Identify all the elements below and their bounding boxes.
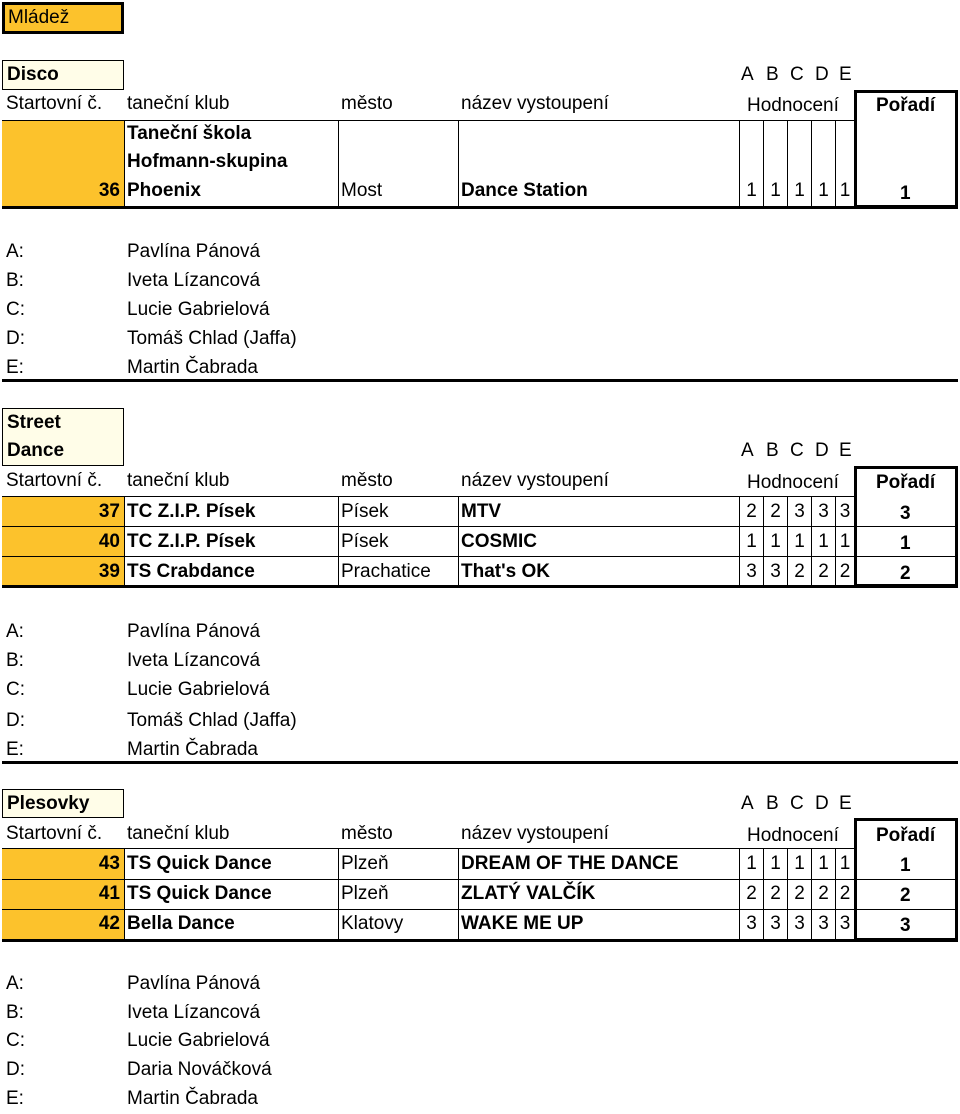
rank-value: 2: [900, 885, 911, 906]
score: 1: [770, 531, 781, 552]
header-city: město: [341, 823, 393, 844]
judge-letter: B: [766, 793, 779, 814]
header-rank: Pořadí: [876, 825, 936, 846]
header-city: město: [341, 470, 393, 491]
performance-name: DREAM OF THE DANCE: [461, 853, 679, 874]
header-city: město: [341, 93, 393, 114]
score: 2: [839, 883, 851, 904]
judge-label: A:: [6, 621, 24, 642]
score: 2: [794, 561, 805, 582]
score: 1: [839, 531, 851, 552]
judge-name: Lucie Gabrielová: [127, 679, 270, 700]
club-name: TC Z.I.P. Písek: [127, 501, 256, 522]
club-name: Taneční škola: [127, 123, 252, 144]
judge-label: A:: [6, 241, 24, 262]
performance-name: COSMIC: [461, 531, 537, 552]
judge-label: E:: [6, 1088, 24, 1109]
score: 3: [770, 913, 781, 934]
score: 1: [746, 853, 757, 874]
judge-name: Iveta Lízancová: [127, 650, 261, 671]
section-title-street-dance: Street: [7, 412, 61, 433]
judge-label: B:: [6, 1002, 24, 1023]
club-name: TS Quick Dance: [127, 853, 272, 874]
score: 1: [839, 853, 851, 874]
score: 1: [818, 531, 829, 552]
city: Plzeň: [341, 853, 389, 874]
judge-name: Martin Čabrada: [127, 739, 258, 760]
judge-label: C:: [6, 1030, 25, 1051]
score: 3: [839, 501, 851, 522]
divider: [458, 496, 459, 587]
score: 1: [746, 180, 757, 201]
header-performance: název vystoupení: [461, 823, 609, 844]
judge-name: Daria Nováčková: [127, 1059, 272, 1080]
header-rank: Pořadí: [876, 472, 936, 493]
city: Most: [341, 180, 383, 201]
performance-name: ZLATÝ VALČÍK: [461, 883, 596, 904]
score: 2: [794, 883, 805, 904]
divider: [854, 526, 958, 527]
city: Plzeň: [341, 883, 389, 904]
divider: [2, 879, 854, 880]
score: 3: [746, 561, 757, 582]
divider: [2, 848, 854, 849]
judge-name: Iveta Lízancová: [127, 1002, 261, 1023]
score: 3: [818, 501, 829, 522]
start-number: 42: [98, 913, 120, 934]
judge-label: C:: [6, 299, 25, 320]
section-title-plesovky: Plesovky: [7, 793, 90, 814]
judge-label: C:: [6, 679, 25, 700]
rank-value: 2: [900, 563, 911, 584]
judge-label: D:: [6, 1059, 25, 1080]
score: 3: [794, 501, 805, 522]
judge-name: Martin Čabrada: [127, 357, 258, 378]
judge-label: D:: [6, 328, 25, 349]
score: 3: [818, 913, 829, 934]
divider: [2, 556, 854, 557]
category-title: Mládež: [8, 7, 70, 28]
judge-letter: A: [741, 64, 754, 85]
club-name: TS Quick Dance: [127, 883, 272, 904]
score: 2: [818, 883, 829, 904]
rank-value: 1: [900, 183, 911, 204]
judge-letter: A: [741, 793, 754, 814]
rank-value: 3: [900, 915, 911, 936]
header-rating: Hodnocení: [747, 825, 839, 846]
start-number: 41: [98, 883, 120, 904]
judge-label: E:: [6, 739, 24, 760]
city: Písek: [341, 501, 389, 522]
judge-letter: C: [790, 793, 804, 814]
club-name: Bella Dance: [127, 913, 235, 934]
divider: [2, 206, 958, 209]
judge-letter: D: [815, 64, 829, 85]
header-start-no: Startovní č.: [6, 93, 103, 114]
performance-name: WAKE ME UP: [461, 913, 584, 934]
start-number: 43: [98, 853, 120, 874]
score: 2: [818, 561, 829, 582]
performance-name: That's OK: [461, 561, 550, 582]
score: 3: [746, 913, 757, 934]
divider: [854, 879, 958, 880]
judge-name: Pavlína Pánová: [127, 973, 261, 994]
divider: [2, 585, 958, 588]
divider: [2, 120, 854, 121]
score: 1: [818, 853, 829, 874]
divider: [854, 556, 958, 557]
start-number: 36: [98, 180, 120, 201]
judge-letter: B: [766, 440, 779, 461]
judge-label: A:: [6, 973, 24, 994]
score: 3: [770, 561, 781, 582]
judge-letter: C: [790, 440, 804, 461]
club-name: TS Crabdance: [127, 561, 255, 582]
divider: [124, 496, 125, 587]
divider: [854, 909, 958, 910]
judge-name: Pavlína Pánová: [127, 621, 261, 642]
section-separator: [2, 761, 958, 764]
score: 1: [794, 853, 805, 874]
score: 1: [839, 180, 851, 201]
section-title-disco: Disco: [7, 64, 59, 85]
header-rating: Hodnocení: [747, 95, 839, 116]
header-performance: název vystoupení: [461, 470, 609, 491]
score: 1: [746, 531, 757, 552]
header-club: taneční klub: [127, 93, 230, 114]
judge-letter: A: [741, 440, 754, 461]
divider: [124, 848, 125, 941]
divider: [338, 120, 339, 208]
performance-name: MTV: [461, 501, 502, 522]
city: Klatovy: [341, 913, 404, 934]
judge-letter: E: [839, 64, 852, 85]
score: 2: [770, 501, 781, 522]
judge-name: Iveta Lízancová: [127, 270, 261, 291]
divider: [124, 120, 125, 208]
divider: [2, 909, 854, 910]
start-number: 37: [98, 501, 120, 522]
divider: [2, 496, 854, 497]
start-number: 39: [98, 561, 120, 582]
club-name: TC Z.I.P. Písek: [127, 531, 256, 552]
divider: [2, 526, 854, 527]
club-name: Hofmann-skupina: [127, 151, 288, 172]
header-club: taneční klub: [127, 470, 230, 491]
judge-label: E:: [6, 357, 24, 378]
judge-name: Lucie Gabrielová: [127, 1030, 270, 1051]
performance-name: Dance Station: [461, 180, 588, 201]
header-rating: Hodnocení: [747, 472, 839, 493]
judge-letter: E: [839, 793, 852, 814]
section-title-street-dance: Dance: [7, 440, 65, 461]
judge-label: B:: [6, 650, 24, 671]
judge-name: Lucie Gabrielová: [127, 299, 270, 320]
city: Písek: [341, 531, 389, 552]
rank-value: 3: [900, 503, 911, 524]
judge-label: B:: [6, 270, 24, 291]
club-name: Phoenix: [127, 180, 201, 201]
header-club: taneční klub: [127, 823, 230, 844]
divider: [338, 848, 339, 941]
score: 2: [746, 883, 757, 904]
header-start-no: Startovní č.: [6, 470, 103, 491]
score: 1: [794, 180, 805, 201]
score: 3: [794, 913, 805, 934]
score: 3: [839, 913, 851, 934]
header-performance: název vystoupení: [461, 93, 609, 114]
score: 1: [770, 180, 781, 201]
score: 2: [839, 561, 851, 582]
judge-letter: D: [815, 440, 829, 461]
judge-letter: B: [766, 64, 779, 85]
judge-name: Tomáš Chlad (Jaffa): [127, 328, 297, 349]
divider: [2, 939, 958, 942]
judge-name: Martin Čabrada: [127, 1088, 258, 1109]
start-number: 40: [98, 531, 120, 552]
judge-letter: E: [839, 440, 852, 461]
judge-name: Tomáš Chlad (Jaffa): [127, 710, 297, 731]
judge-label: D:: [6, 710, 25, 731]
city: Prachatice: [341, 561, 431, 582]
judge-letter: D: [815, 793, 829, 814]
judge-letter: C: [790, 64, 804, 85]
section-separator: [2, 379, 958, 382]
rank-value: 1: [900, 855, 911, 876]
rank-value: 1: [900, 533, 911, 554]
score: 2: [770, 883, 781, 904]
header-rank: Pořadí: [876, 95, 936, 116]
judge-name: Pavlína Pánová: [127, 241, 261, 262]
divider: [338, 496, 339, 587]
score: 2: [746, 501, 757, 522]
score: 1: [818, 180, 829, 201]
score: 1: [794, 531, 805, 552]
divider: [458, 120, 459, 208]
score: 1: [770, 853, 781, 874]
header-start-no: Startovní č.: [6, 823, 103, 844]
divider: [458, 848, 459, 941]
